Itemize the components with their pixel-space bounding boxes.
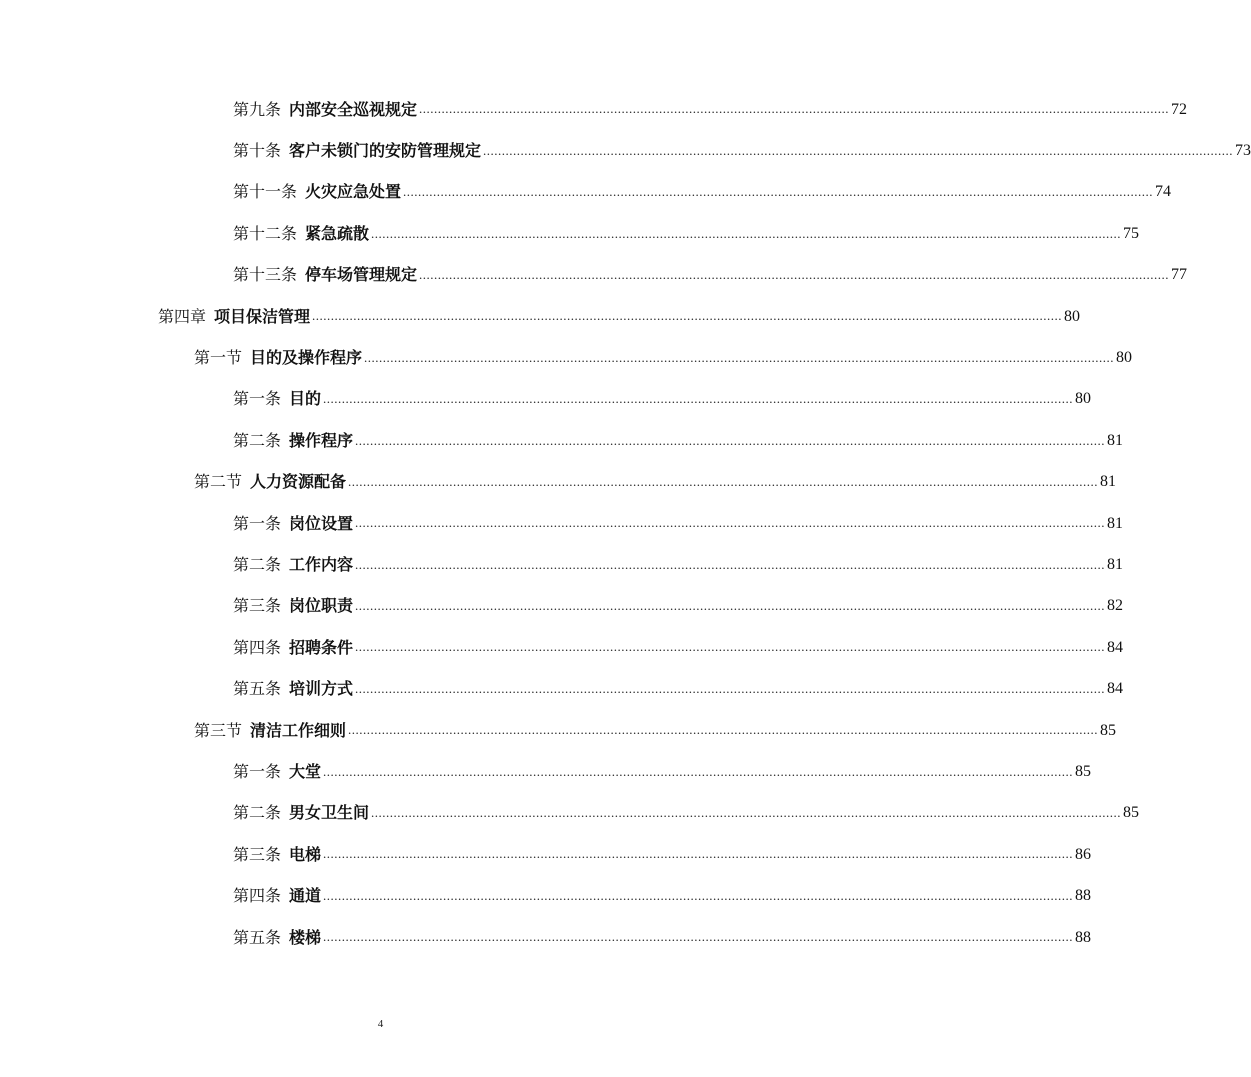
toc-entry-page: 84 (1107, 638, 1124, 656)
toc-entry-article-5[interactable] (0, 668, 1124, 709)
toc-dot-leader: ........................................................................................................................................................................................................ (355, 432, 1106, 448)
toc-entry-number: 第十三条 (233, 265, 298, 285)
page-number: 4 (377, 1018, 384, 1030)
toc-entry-article-9[interactable] (0, 89, 1188, 130)
toc-entry-number: 第一条 (233, 761, 282, 781)
toc-entry-page: 82 (1107, 597, 1124, 615)
toc-entry-number: 第二条 (233, 803, 282, 823)
toc-entry-article-1[interactable] (0, 751, 1092, 792)
toc-entry-page: 74 (1155, 183, 1172, 201)
toc-entry-page: 81 (1107, 555, 1124, 573)
toc-entry-number: 第二条 (233, 554, 282, 574)
toc-entry-title: 清洁工作细则 (250, 720, 347, 740)
toc-entry-number: 第一条 (233, 513, 282, 533)
toc-dot-leader: ........................................................................................................................................................................................................ (355, 598, 1106, 614)
toc-entry-article-4[interactable] (0, 627, 1124, 668)
toc-entry-article-12[interactable] (0, 213, 1140, 254)
toc-entry-article-11[interactable] (0, 172, 1172, 213)
toc-entry-title: 岗位职责 (289, 596, 354, 616)
toc-entry-title: 大堂 (289, 761, 322, 781)
toc-entry-section-3[interactable] (0, 710, 1117, 751)
toc-entry-title: 男女卫生间 (289, 803, 370, 823)
toc-dot-leader: ........................................................................................................................................................................................................ (364, 349, 1115, 365)
toc-entry-page: 85 (1100, 721, 1117, 739)
toc-entry-number: 第一节 (194, 348, 243, 368)
toc-entry-title: 内部安全巡视规定 (289, 99, 418, 119)
toc-dot-leader: ........................................................................................................................................................................................................ (371, 225, 1122, 241)
toc-dot-leader: ........................................................................................................................................................................................................ (371, 805, 1122, 821)
toc-entry-page: 88 (1075, 887, 1092, 905)
toc-entry-article-2[interactable] (0, 793, 1140, 834)
toc-entry-page: 81 (1107, 514, 1124, 532)
toc-dot-leader: ........................................................................................................................................................................................................ (355, 680, 1106, 696)
toc-entry-number: 第四条 (233, 637, 282, 657)
toc-entry-section-1[interactable] (0, 337, 1133, 378)
toc-entry-page: 81 (1100, 473, 1117, 491)
toc-entry-article-2[interactable] (0, 544, 1124, 585)
toc-entry-title: 客户未锁门的安防管理规定 (289, 141, 482, 161)
toc-dot-leader: ........................................................................................................................................................................................................ (323, 929, 1074, 945)
toc-entry-section-2[interactable] (0, 462, 1117, 503)
toc-entry-number: 第四条 (233, 886, 282, 906)
toc-entry-article-3[interactable] (0, 586, 1124, 627)
toc-entry-page: 73 (1235, 142, 1251, 160)
toc-entry-page: 85 (1123, 804, 1140, 822)
toc-dot-leader: ........................................................................................................................................................................................................ (355, 639, 1106, 655)
toc-entry-article-10[interactable] (0, 130, 1251, 171)
toc-entry-title: 项目保洁管理 (214, 306, 311, 326)
toc-entry-title: 岗位设置 (289, 513, 354, 533)
toc-entry-title: 火灾应急处置 (305, 182, 402, 202)
toc-entry-title: 人力资源配备 (250, 472, 347, 492)
toc-entry-title: 紧急疏散 (305, 223, 370, 243)
toc-dot-leader: ........................................................................................................................................................................................................ (355, 515, 1106, 531)
toc-entry-number: 第三条 (233, 596, 282, 616)
toc-entry-title: 电梯 (289, 844, 322, 864)
table-of-contents (0, 89, 1251, 958)
toc-dot-leader: ........................................................................................................................................................................................................ (323, 763, 1074, 779)
toc-entry-page: 84 (1107, 680, 1124, 698)
toc-dot-leader: ........................................................................................................................................................................................................ (323, 887, 1074, 903)
toc-entry-article-1[interactable] (0, 379, 1092, 420)
toc-dot-leader: ........................................................................................................................................................................................................ (483, 142, 1234, 158)
toc-entry-title: 工作内容 (289, 554, 354, 574)
toc-entry-page: 81 (1107, 431, 1124, 449)
toc-entry-title: 操作程序 (289, 430, 354, 450)
toc-entry-article-13[interactable] (0, 255, 1188, 296)
toc-dot-leader: ........................................................................................................................................................................................................ (419, 266, 1170, 282)
toc-entry-number: 第九条 (233, 99, 282, 119)
toc-entry-number: 第一条 (233, 389, 282, 409)
toc-entry-page: 80 (1064, 307, 1081, 325)
toc-dot-leader: ........................................................................................................................................................................................................ (348, 722, 1099, 738)
toc-dot-leader: ........................................................................................................................................................................................................ (355, 556, 1106, 572)
toc-entry-number: 第十二条 (233, 223, 298, 243)
toc-entry-title: 楼梯 (289, 927, 322, 947)
toc-entry-page: 85 (1075, 762, 1092, 780)
toc-entry-title: 通道 (289, 886, 322, 906)
toc-entry-number: 第二条 (233, 430, 282, 450)
toc-entry-number: 第五条 (233, 927, 282, 947)
toc-dot-leader: ........................................................................................................................................................................................................ (403, 184, 1154, 200)
toc-entry-number: 第十条 (233, 141, 282, 161)
toc-entry-number: 第二节 (194, 472, 243, 492)
toc-entry-number: 第三条 (233, 844, 282, 864)
toc-entry-chapter-4[interactable] (0, 296, 1081, 337)
toc-dot-leader: ........................................................................................................................................................................................................ (312, 308, 1063, 324)
toc-entry-number: 第十一条 (233, 182, 298, 202)
toc-entry-title: 停车场管理规定 (305, 265, 418, 285)
toc-entry-number: 第四章 (158, 306, 207, 326)
toc-dot-leader: ........................................................................................................................................................................................................ (419, 101, 1170, 117)
toc-dot-leader: ........................................................................................................................................................................................................ (323, 391, 1074, 407)
toc-entry-title: 招聘条件 (289, 637, 354, 657)
toc-entry-article-3[interactable] (0, 834, 1092, 875)
toc-entry-page: 86 (1075, 845, 1092, 863)
toc-dot-leader: ........................................................................................................................................................................................................ (323, 846, 1074, 862)
toc-entry-article-2[interactable] (0, 420, 1124, 461)
toc-entry-page: 77 (1171, 266, 1188, 284)
toc-entry-title: 目的及操作程序 (250, 348, 363, 368)
toc-entry-number: 第三节 (194, 720, 243, 740)
toc-entry-page: 80 (1075, 390, 1092, 408)
toc-entry-page: 72 (1171, 100, 1188, 118)
toc-entry-title: 目的 (289, 389, 322, 409)
toc-entry-page: 88 (1075, 928, 1092, 946)
toc-entry-article-5[interactable] (0, 917, 1092, 958)
toc-entry-page: 75 (1123, 224, 1140, 242)
toc-entry-article-4[interactable] (0, 875, 1092, 916)
toc-entry-number: 第五条 (233, 679, 282, 699)
toc-entry-title: 培训方式 (289, 679, 354, 699)
toc-dot-leader: ........................................................................................................................................................................................................ (348, 473, 1099, 489)
toc-entry-page: 80 (1116, 349, 1133, 367)
toc-entry-article-1[interactable] (0, 503, 1124, 544)
